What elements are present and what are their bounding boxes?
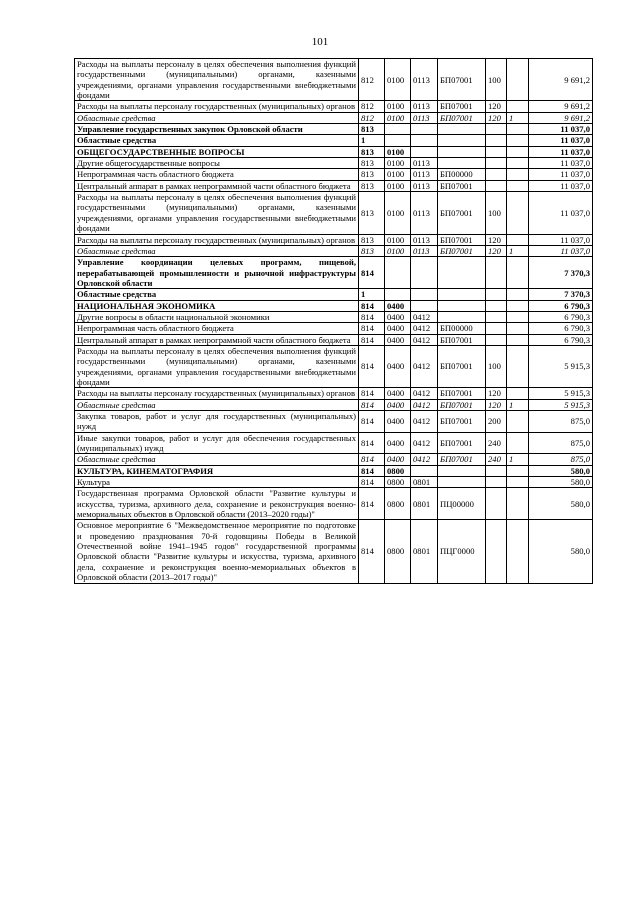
source-cell xyxy=(507,311,529,322)
grbs-cell: 813 xyxy=(359,234,385,245)
expense-type-cell xyxy=(486,465,507,476)
source-cell xyxy=(507,234,529,245)
amount-cell: 9 691,2 xyxy=(529,112,593,123)
row-name-cell: Областные средства xyxy=(75,135,359,146)
row-name-cell: Расходы на выплаты персоналу государственных (муниципальных) органов xyxy=(75,234,359,245)
grbs-cell: 814 xyxy=(359,411,385,433)
row-name-cell: Непрограммная часть областного бюджета xyxy=(75,169,359,180)
grbs-cell: 814 xyxy=(359,334,385,345)
table-row xyxy=(75,399,593,410)
source-cell xyxy=(507,180,529,191)
expense-type-cell xyxy=(486,300,507,311)
target-article-cell: БП07001 xyxy=(438,345,486,387)
subsection-cell xyxy=(411,465,438,476)
target-article-cell: БП07001 xyxy=(438,399,486,410)
section-cell: 0400 xyxy=(385,300,411,311)
row-name-cell: Расходы на выплаты персоналу в целях обеспечения выполнения функций государственными (муниципальными) органами, казенными учреждениями, органами управления государственными внебюджетными фондами xyxy=(75,59,359,101)
section-cell: 0400 xyxy=(385,345,411,387)
section-cell: 0100 xyxy=(385,169,411,180)
subsection-cell: 0412 xyxy=(411,345,438,387)
target-article-cell: БП07001 xyxy=(438,411,486,433)
expense-type-cell: 240 xyxy=(486,432,507,454)
source-cell xyxy=(507,146,529,157)
expense-type-cell xyxy=(486,488,507,520)
row-name-cell: Областные средства xyxy=(75,112,359,123)
source-cell xyxy=(507,192,529,234)
grbs-cell: 814 xyxy=(359,345,385,387)
table-row xyxy=(75,311,593,322)
amount-cell: 875,0 xyxy=(529,411,593,433)
grbs-cell: 814 xyxy=(359,399,385,410)
table-row xyxy=(75,180,593,191)
subsection-cell: 0412 xyxy=(411,388,438,399)
table-row xyxy=(75,323,593,334)
target-article-cell xyxy=(438,311,486,322)
table-row xyxy=(75,334,593,345)
section-cell: 0100 xyxy=(385,192,411,234)
amount-cell: 6 790,3 xyxy=(529,334,593,345)
table-row xyxy=(75,169,593,180)
amount-cell: 11 037,0 xyxy=(529,245,593,256)
amount-cell: 7 370,3 xyxy=(529,289,593,300)
subsection-cell: 0801 xyxy=(411,477,438,488)
grbs-cell: 814 xyxy=(359,520,385,583)
amount-cell: 11 037,0 xyxy=(529,234,593,245)
row-name-cell: Расходы на выплаты персоналу государственных (муниципальных) органов xyxy=(75,388,359,399)
grbs-cell: 813 xyxy=(359,180,385,191)
subsection-cell: 0113 xyxy=(411,180,438,191)
section-cell: 0100 xyxy=(385,112,411,123)
row-name-cell: КУЛЬТУРА, КИНЕМАТОГРАФИЯ xyxy=(75,465,359,476)
amount-cell: 11 037,0 xyxy=(529,169,593,180)
source-cell xyxy=(507,135,529,146)
source-cell: 1 xyxy=(507,454,529,465)
amount-cell: 5 915,3 xyxy=(529,388,593,399)
expense-type-cell: 120 xyxy=(486,234,507,245)
target-article-cell: БП07001 xyxy=(438,180,486,191)
section-cell xyxy=(385,257,411,289)
source-cell xyxy=(507,388,529,399)
table-row xyxy=(75,289,593,300)
row-name-cell: Расходы на выплаты персоналу государственных (муниципальных) органов xyxy=(75,101,359,112)
expense-type-cell xyxy=(486,323,507,334)
section-cell: 0400 xyxy=(385,334,411,345)
table-row xyxy=(75,101,593,112)
section-cell: 0800 xyxy=(385,520,411,583)
subsection-cell: 0113 xyxy=(411,158,438,169)
expense-type-cell: 120 xyxy=(486,112,507,123)
target-article-cell: БП00000 xyxy=(438,323,486,334)
subsection-cell xyxy=(411,146,438,157)
row-name-cell: Непрограммная часть областного бюджета xyxy=(75,323,359,334)
section-cell: 0100 xyxy=(385,146,411,157)
table-row xyxy=(75,300,593,311)
row-name-cell: Областные средства xyxy=(75,399,359,410)
row-name-cell: Другие общегосударственные вопросы xyxy=(75,158,359,169)
amount-cell: 9 691,2 xyxy=(529,59,593,101)
target-article-cell xyxy=(438,158,486,169)
row-name-cell: Расходы на выплаты персоналу в целях обеспечения выполнения функций государственными (муниципальными) органами, казенными учреждениями, органами управления государственными внебюджетными фондами xyxy=(75,345,359,387)
table-row xyxy=(75,432,593,454)
subsection-cell: 0801 xyxy=(411,488,438,520)
target-article-cell: БП07001 xyxy=(438,192,486,234)
subsection-cell: 0113 xyxy=(411,59,438,101)
subsection-cell: 0412 xyxy=(411,311,438,322)
table-row xyxy=(75,112,593,123)
expense-type-cell: 100 xyxy=(486,345,507,387)
amount-cell: 11 037,0 xyxy=(529,158,593,169)
source-cell: 1 xyxy=(507,112,529,123)
table-row xyxy=(75,257,593,289)
subsection-cell: 0113 xyxy=(411,169,438,180)
amount-cell: 11 037,0 xyxy=(529,124,593,135)
grbs-cell: 814 xyxy=(359,432,385,454)
section-cell: 0400 xyxy=(385,388,411,399)
amount-cell: 580,0 xyxy=(529,520,593,583)
amount-cell: 580,0 xyxy=(529,488,593,520)
subsection-cell xyxy=(411,289,438,300)
row-name-cell: Расходы на выплаты персоналу в целях обеспечения выполнения функций государственными (муниципальными) органами, казенными учреждениями, органами управления государственными внебюджетными фондами xyxy=(75,192,359,234)
grbs-cell: 814 xyxy=(359,323,385,334)
section-cell: 0400 xyxy=(385,311,411,322)
amount-cell: 5 915,3 xyxy=(529,399,593,410)
budget-table xyxy=(74,58,593,584)
source-cell xyxy=(507,257,529,289)
subsection-cell: 0412 xyxy=(411,454,438,465)
source-cell xyxy=(507,323,529,334)
page-number: 101 xyxy=(311,36,329,48)
expense-type-cell: 200 xyxy=(486,411,507,433)
source-cell xyxy=(507,101,529,112)
section-cell: 0100 xyxy=(385,245,411,256)
table-row xyxy=(75,454,593,465)
expense-type-cell: 240 xyxy=(486,454,507,465)
expense-type-cell: 120 xyxy=(486,388,507,399)
source-cell xyxy=(507,411,529,433)
row-name-cell: Областные средства xyxy=(75,245,359,256)
section-cell: 0400 xyxy=(385,432,411,454)
row-name-cell: Иные закупки товаров, работ и услуг для обеспечения государственных (муниципальных) нужд xyxy=(75,432,359,454)
grbs-cell: 813 xyxy=(359,245,385,256)
subsection-cell: 0801 xyxy=(411,520,438,583)
source-cell xyxy=(507,520,529,583)
source-cell xyxy=(507,488,529,520)
section-cell: 0800 xyxy=(385,488,411,520)
subsection-cell xyxy=(411,124,438,135)
grbs-cell: 814 xyxy=(359,465,385,476)
table-row xyxy=(75,135,593,146)
row-name-cell: Управление государственных закупок Орловской области xyxy=(75,124,359,135)
amount-cell: 580,0 xyxy=(529,465,593,476)
expense-type-cell xyxy=(486,257,507,289)
table-row xyxy=(75,234,593,245)
expense-type-cell: 120 xyxy=(486,101,507,112)
subsection-cell: 0412 xyxy=(411,411,438,433)
subsection-cell: 0113 xyxy=(411,112,438,123)
grbs-cell: 813 xyxy=(359,158,385,169)
target-article-cell: ПЦГ0000 xyxy=(438,520,486,583)
row-name-cell: Закупка товаров, работ и услуг для государственных (муниципальных) нужд xyxy=(75,411,359,433)
subsection-cell: 0412 xyxy=(411,432,438,454)
section-cell: 0100 xyxy=(385,158,411,169)
target-article-cell: БП07001 xyxy=(438,334,486,345)
expense-type-cell xyxy=(486,289,507,300)
subsection-cell: 0113 xyxy=(411,234,438,245)
amount-cell: 6 790,3 xyxy=(529,311,593,322)
table-row xyxy=(75,388,593,399)
table-row xyxy=(75,345,593,387)
row-name-cell: Государственная программа Орловской области "Развитие культуры и искусства, туризма, архивного дела, сохранение и реконструкция военно-мемориальных объектов в Орловской области (2013–2020 годы)" xyxy=(75,488,359,520)
section-cell xyxy=(385,289,411,300)
row-name-cell: Областные средства xyxy=(75,289,359,300)
row-name-cell: Управление координации целевых программ, пищевой, перерабатывающей промышленности и рыночной инфраструктуры Орловской области xyxy=(75,257,359,289)
section-cell: 0100 xyxy=(385,234,411,245)
table-row xyxy=(75,465,593,476)
subsection-cell: 0412 xyxy=(411,334,438,345)
expense-type-cell: 120 xyxy=(486,399,507,410)
section-cell xyxy=(385,124,411,135)
subsection-cell: 0113 xyxy=(411,245,438,256)
grbs-cell: 814 xyxy=(359,311,385,322)
table-row xyxy=(75,488,593,520)
table-row xyxy=(75,124,593,135)
grbs-cell: 814 xyxy=(359,300,385,311)
subsection-cell xyxy=(411,135,438,146)
expense-type-cell: 120 xyxy=(486,245,507,256)
row-name-cell: Центральный аппарат в рамках непрограммной части областного бюджета xyxy=(75,334,359,345)
expense-type-cell xyxy=(486,124,507,135)
expense-type-cell xyxy=(486,180,507,191)
table-row xyxy=(75,245,593,256)
target-article-cell: БП07001 xyxy=(438,388,486,399)
grbs-cell: 812 xyxy=(359,59,385,101)
source-cell xyxy=(507,432,529,454)
amount-cell: 9 691,2 xyxy=(529,101,593,112)
amount-cell: 11 037,0 xyxy=(529,192,593,234)
subsection-cell xyxy=(411,300,438,311)
expense-type-cell: 100 xyxy=(486,192,507,234)
target-article-cell: БП07001 xyxy=(438,234,486,245)
row-name-cell: Центральный аппарат в рамках непрограммной части областного бюджета xyxy=(75,180,359,191)
target-article-cell xyxy=(438,289,486,300)
source-cell xyxy=(507,169,529,180)
grbs-cell: 813 xyxy=(359,146,385,157)
target-article-cell: БП07001 xyxy=(438,432,486,454)
section-cell: 0800 xyxy=(385,465,411,476)
target-article-cell: БП07001 xyxy=(438,112,486,123)
amount-cell: 7 370,3 xyxy=(529,257,593,289)
target-article-cell xyxy=(438,124,486,135)
section-cell: 0400 xyxy=(385,399,411,410)
source-cell xyxy=(507,465,529,476)
expense-type-cell: 100 xyxy=(486,59,507,101)
target-article-cell: БП07001 xyxy=(438,59,486,101)
source-cell xyxy=(507,334,529,345)
target-article-cell xyxy=(438,465,486,476)
expense-type-cell xyxy=(486,311,507,322)
grbs-cell: 813 xyxy=(359,192,385,234)
amount-cell: 11 037,0 xyxy=(529,146,593,157)
expense-type-cell xyxy=(486,158,507,169)
row-name-cell: Другие вопросы в области национальной экономики xyxy=(75,311,359,322)
target-article-cell: БП00000 xyxy=(438,169,486,180)
table-row xyxy=(75,520,593,583)
subsection-cell xyxy=(411,257,438,289)
source-cell xyxy=(507,300,529,311)
amount-cell: 11 037,0 xyxy=(529,135,593,146)
amount-cell: 5 915,3 xyxy=(529,345,593,387)
target-article-cell xyxy=(438,146,486,157)
grbs-cell: 1 xyxy=(359,289,385,300)
amount-cell: 6 790,3 xyxy=(529,323,593,334)
amount-cell: 11 037,0 xyxy=(529,180,593,191)
expense-type-cell xyxy=(486,169,507,180)
grbs-cell: 813 xyxy=(359,169,385,180)
grbs-cell: 813 xyxy=(359,124,385,135)
target-article-cell: БП07001 xyxy=(438,101,486,112)
grbs-cell: 814 xyxy=(359,257,385,289)
section-cell: 0100 xyxy=(385,101,411,112)
target-article-cell xyxy=(438,300,486,311)
section-cell xyxy=(385,135,411,146)
source-cell xyxy=(507,124,529,135)
subsection-cell: 0412 xyxy=(411,399,438,410)
table-row xyxy=(75,158,593,169)
section-cell: 0800 xyxy=(385,477,411,488)
target-article-cell: БП07001 xyxy=(438,245,486,256)
row-name-cell: НАЦИОНАЛЬНАЯ ЭКОНОМИКА xyxy=(75,300,359,311)
subsection-cell: 0113 xyxy=(411,192,438,234)
expense-type-cell xyxy=(486,520,507,583)
expense-type-cell xyxy=(486,146,507,157)
table-row xyxy=(75,59,593,101)
table-row xyxy=(75,192,593,234)
source-cell xyxy=(507,158,529,169)
target-article-cell xyxy=(438,135,486,146)
source-cell xyxy=(507,289,529,300)
grbs-cell: 814 xyxy=(359,454,385,465)
row-name-cell: Основное мероприятие 6 "Межведомственное мероприятие по подготовке и проведению празднования 70-й годовщины Победы в Великой Отечественной войне 1941–1945 годов" государственной программы Орловской области "Развитие культуры и искусства, туризма, архивного дела, сохранение и реконструкция военно-мемориальных объектов в Орловской области (2013–2017 годы)" xyxy=(75,520,359,583)
section-cell: 0400 xyxy=(385,411,411,433)
row-name-cell: Областные средства xyxy=(75,454,359,465)
row-name-cell: ОБЩЕГОСУДАРСТВЕННЫЕ ВОПРОСЫ xyxy=(75,146,359,157)
amount-cell: 875,0 xyxy=(529,432,593,454)
subsection-cell: 0412 xyxy=(411,323,438,334)
amount-cell: 580,0 xyxy=(529,477,593,488)
target-article-cell: ПЦ00000 xyxy=(438,488,486,520)
section-cell: 0100 xyxy=(385,59,411,101)
amount-cell: 6 790,3 xyxy=(529,300,593,311)
section-cell: 0400 xyxy=(385,323,411,334)
grbs-cell: 814 xyxy=(359,388,385,399)
table-row xyxy=(75,146,593,157)
target-article-cell xyxy=(438,477,486,488)
table-row xyxy=(75,411,593,433)
expense-type-cell xyxy=(486,334,507,345)
expense-type-cell xyxy=(486,135,507,146)
row-name-cell: Культура xyxy=(75,477,359,488)
subsection-cell: 0113 xyxy=(411,101,438,112)
target-article-cell: БП07001 xyxy=(438,454,486,465)
amount-cell: 875,0 xyxy=(529,454,593,465)
table-row xyxy=(75,477,593,488)
target-article-cell xyxy=(438,257,486,289)
grbs-cell: 814 xyxy=(359,488,385,520)
source-cell xyxy=(507,345,529,387)
grbs-cell: 812 xyxy=(359,101,385,112)
section-cell: 0400 xyxy=(385,454,411,465)
grbs-cell: 814 xyxy=(359,477,385,488)
section-cell: 0100 xyxy=(385,180,411,191)
source-cell xyxy=(507,477,529,488)
grbs-cell: 812 xyxy=(359,112,385,123)
grbs-cell: 1 xyxy=(359,135,385,146)
source-cell: 1 xyxy=(507,399,529,410)
source-cell xyxy=(507,59,529,101)
source-cell: 1 xyxy=(507,245,529,256)
expense-type-cell xyxy=(486,477,507,488)
